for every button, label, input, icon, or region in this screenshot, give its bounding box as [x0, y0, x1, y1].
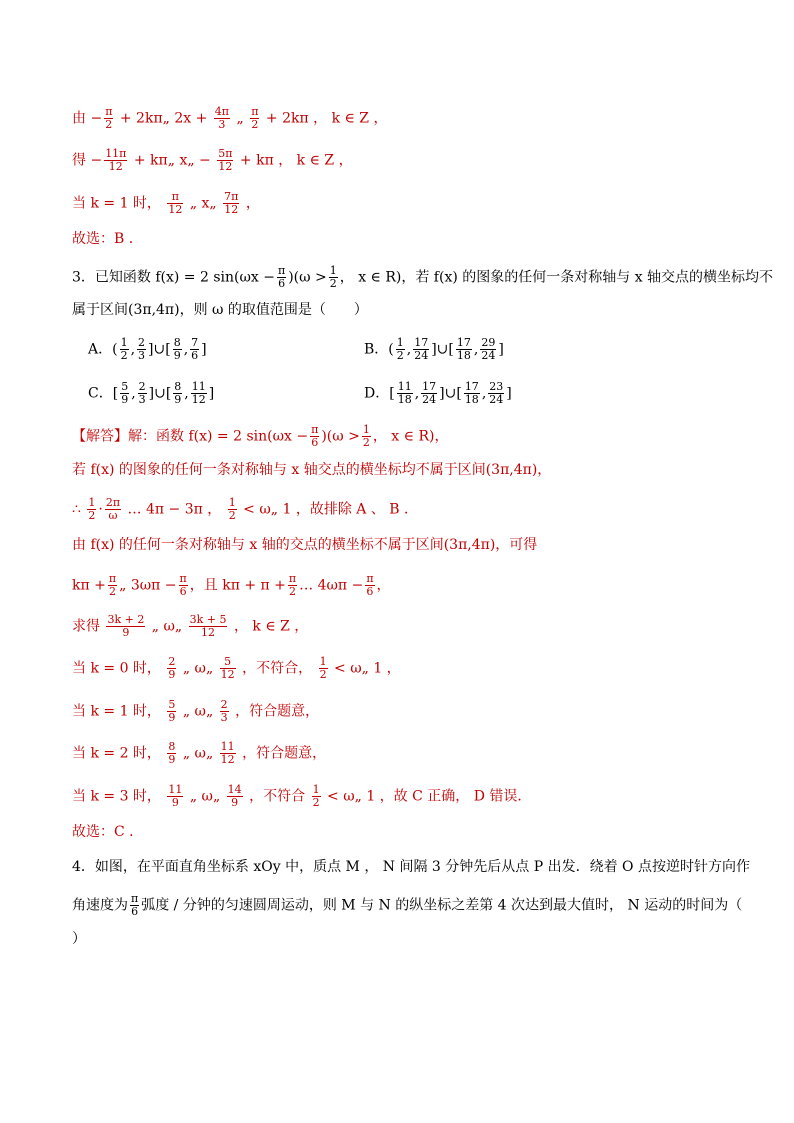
- q3-solution-line-9: 当 k = 2 时， $\frac{8}{9}$ „ ω„ $\frac{11}{12}$ ，符合题意，: [72, 740, 327, 766]
- prev-solution-line-1: 由 − $\frac{\pi}{2}$ + 2kπ„ 2x + $\frac{4\pi}{3}$ „ $\frac{\pi}{2}$ + 2kπ ， k ∈ Z ，: [72, 105, 388, 131]
- prev-solution-line-2: 得 − $\frac{11\pi}{12}$ + kπ„ x„ − $\frac{5\pi}{12}$ + kπ ， k ∈ Z ，: [72, 147, 353, 173]
- solution-marker: 【解答】: [72, 428, 128, 445]
- prev-solution-line-3: 当 k = 1 时， $\frac{\pi}{12}$ „ x„ $\frac{7\pi}{12}$ ，: [72, 190, 260, 216]
- q3-solution-line-8: 当 k = 1 时， $\frac{5}{9}$ „ ω„ $\frac{2}{3}$ ，符合题意，: [72, 698, 320, 724]
- q3-option-c: C．[ $\frac{5}{9}$ , $\frac{2}{3}$ ]∪[ $\frac{8}{9}$ , $\frac{11}{12}$ ]: [88, 380, 215, 406]
- q3-solution-line-10: 当 k = 3 时， $\frac{11}{9}$ „ ω„ $\frac{14}{9}$ ，不符合 $\frac{1}{2}$ < ω„ 1 ，故 C 正确， D 错误．: [72, 783, 532, 809]
- q3-option-d: D．[ $\frac{11}{18}$ , $\frac{17}{24}$ ]∪[ $\frac{17}{18}$ , $\frac{23}{24}$ ]: [364, 380, 512, 406]
- q3-option-a: A．( $\frac{1}{2}$ , $\frac{2}{3}$ ]∪[ $\frac{8}{9}$ , $\frac{7}{6}$ ]: [88, 336, 207, 362]
- q3-solution-line-6: 求得 $\frac{3k + 2}{9}$ „ ω„ $\frac{3k + 5}{12}$ ， k ∈ Z ，: [72, 613, 309, 639]
- q3-solution-answer: 故选：C ．: [72, 824, 144, 840]
- q4-stem-line-2: 角速度为 $\frac{\pi}{6}$ 弧度 / 分钟的匀速圆周运动，则 M 与 N 的纵坐标之差第 4 次达到最大值时， N 运动的时间为（: [72, 892, 743, 918]
- q4-stem-line-1: 4．如图，在平面直角坐标系 xOy 中，质点 M ， N 间隔 3 分钟先后从点 P 出发．绕着 O 点按逆时针方向作: [72, 859, 750, 875]
- q3-stem-line-2: 属于区间(3π,4π)，则 ω 的取值范围是（ ）: [72, 302, 368, 318]
- q3-stem-line-1: 3．已知函数 f(x) = 2 sin(ωx − $\frac{\pi}{6}$ )(ω > $\frac{1}{2}$ ， x ∈ R)，若 f(x) 的图象的任何一条对称轴与 x 轴交点的横坐标均不: [72, 264, 774, 290]
- q3-solution-line-1: 【解答】解：函数 f(x) = 2 sin(ωx − $\frac{\pi}{6}$ )(ω > $\frac{1}{2}$ ， x ∈ R)，: [72, 423, 449, 449]
- prev-solution-answer: 故选：B ．: [72, 231, 143, 247]
- q3-solution-line-3: ∴ $\frac{1}{2}$ · $\frac{2\pi}{\omega}$ … 4π − 3π ， $\frac{1}{2}$ < ω„ 1 ，故排除 A 、 B ．: [72, 496, 419, 522]
- q3-solution-line-2: 若 f(x) 的图象的任何一条对称轴与 x 轴交点的横坐标均不属于区间(3π,4π)，: [72, 462, 552, 478]
- q3-option-b: B．( $\frac{1}{2}$ , $\frac{17}{24}$ ]∪[ $\frac{17}{18}$ , $\frac{29}{24}$ ]: [364, 336, 504, 362]
- q4-stem-line-3: ）: [72, 931, 86, 947]
- q3-solution-line-7: 当 k = 0 时， $\frac{2}{9}$ „ ω„ $\frac{5}{12}$ ，不符合， $\frac{1}{2}$ < ω„ 1 ，: [72, 655, 401, 681]
- q3-solution-line-4: 由 f(x) 的任何一条对称轴与 x 轴的交点的横坐标不属于区间(3π,4π)，可得: [72, 537, 538, 553]
- q3-solution-line-5: kπ + $\frac{\pi}{2}$ „ 3ωπ − $\frac{\pi}{6}$ ，且 kπ + π + $\frac{\pi}{2}$ … 4ωπ − $\frac{\pi}{6}$ ，: [72, 572, 391, 598]
